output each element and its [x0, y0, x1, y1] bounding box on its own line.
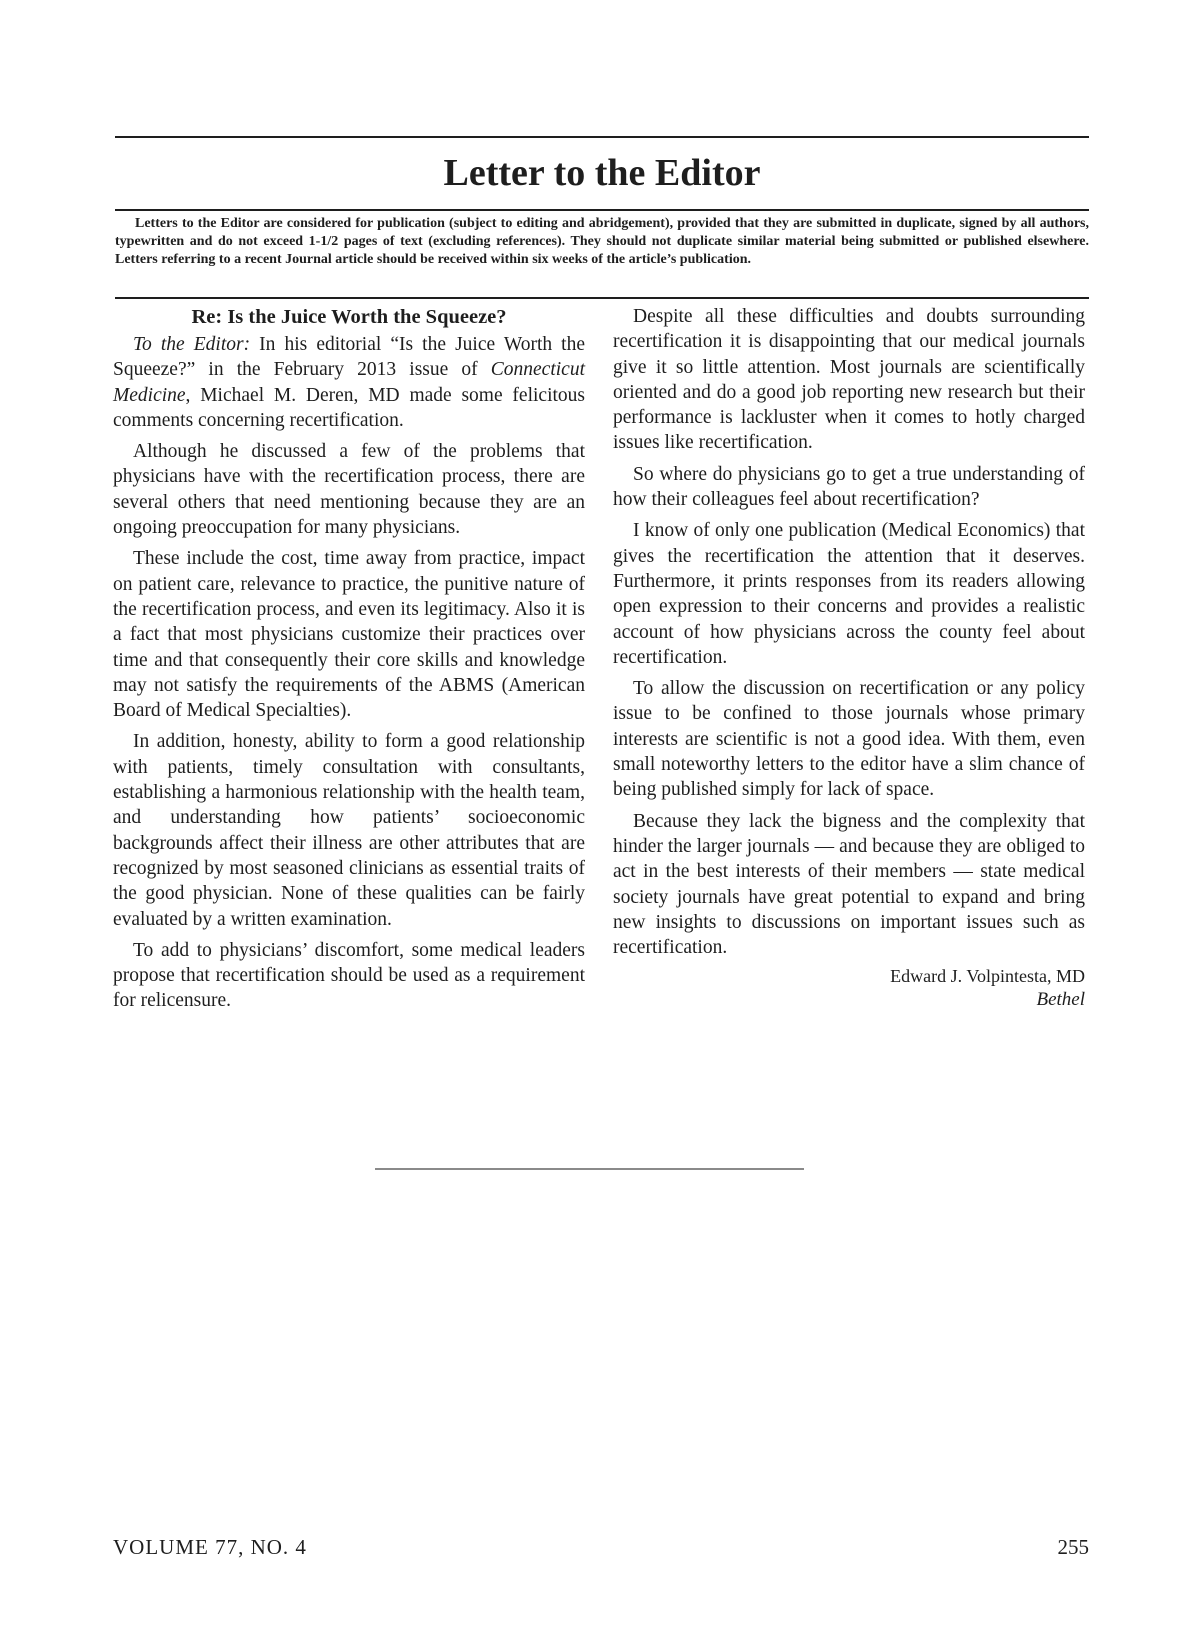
- intro-text-part2: , Michael M. Deren, MD made some felicitous comments concerning recertification.: [113, 384, 585, 431]
- author-signature: Edward J. Volpintesta, MD: [890, 966, 1085, 987]
- body-paragraph: Because they lack the bigness and the complexity that hinder the larger journals — and because they are obliged to act in the best interests of their members — state medical society journals have great potential to expand and bring new insights to discussions on important issues such as recertification.: [613, 810, 1085, 959]
- body-paragraph: So where do physicians go to get a true understanding of how their colleagues feel about recertification?: [613, 463, 1085, 511]
- left-column: [113, 304, 585, 1014]
- body-paragraph: These include the cost, time away from practice, impact on patient care, relevance to practice, the punitive nature of the recertification process, and even its legitimacy. Also it is a fact that most physicians customize their practices over time and that consequently their core skills and knowledge may not satisfy the requirements of the ABMS (American Board of Medical Specialties).: [113, 548, 585, 722]
- page-title: Letter to the Editor: [443, 152, 761, 194]
- intro-text-part1: In his editorial “Is the Juice Worth the Squeeze?” in the February 2013 issue of: [113, 334, 585, 381]
- right-column: [613, 304, 1085, 1012]
- letter-salutation: To the Editor:: [133, 334, 251, 355]
- body-paragraph: Despite all these difficulties and doubts surrounding recertification it is disappointing that our medical journals give it so little attention. Most journals are scientifically oriented and do a good job reporting new research but their performance is lackluster when it comes to hotly charged issues like recertification.: [613, 306, 1085, 454]
- page-number: 255: [1057, 1535, 1089, 1559]
- journal-name: Connecticut Medicine: [113, 359, 585, 406]
- section-divider: [375, 1168, 804, 1170]
- header-top-rule: [115, 136, 1089, 138]
- body-paragraph: In addition, honesty, ability to form a good relationship with patients, timely consultation with consultants, establishing a harmonious relationship with the health team, and understanding how patients’ socioeconomic backgrounds affect their illness are other attributes that are recognized by most seasoned clinicians as essential traits of the good physician. None of these qualities can be fairly evaluated by a written examination.: [113, 731, 585, 930]
- body-paragraph: Although he discussed a few of the problems that physicians have with the recertification process, there are several others that need mentioning because they are an ongoing preoccupation for many physicians.: [113, 441, 585, 539]
- submission-policy: Letters to the Editor are considered for publication (subject to editing and abridgement), provided that they are submitted in duplicate, signed by all authors, typewritten and do not exceed 1-1/2 pages of text (excluding references). They should not duplicate similar material being submitted or published elsewhere. Letters referring to a recent Journal article should be received within six weeks of the article’s publication.: [115, 216, 1089, 267]
- body-paragraph: To allow the discussion on recertification or any policy issue to be confined to those journals whose primary interests are scientific is not a good idea. With them, even small noteworthy letters to the editor have a slim chance of being published simply for lack of space.: [613, 678, 1085, 801]
- volume-label: VOLUME 77, NO. 4: [113, 1535, 307, 1559]
- letter-intro-paragraph: [113, 332, 585, 433]
- header-middle-rule: [115, 209, 1089, 211]
- body-paragraph: I know of only one publication (Medical Economics) that gives the recertification the attention that it deserves. Furthermore, it prints responses from its readers allowing open expression to their concerns and provides a realistic account of how physicians across the county feel about recertification.: [613, 520, 1085, 668]
- letter-subtitle: Re: Is the Juice Worth the Squeeze?: [191, 306, 507, 328]
- body-paragraph: To add to physicians’ discomfort, some medical leaders propose that recertification should be used as a requirement for relicensure.: [113, 939, 585, 1012]
- header-bottom-rule: [115, 297, 1089, 299]
- author-location: Bethel: [1036, 989, 1085, 1011]
